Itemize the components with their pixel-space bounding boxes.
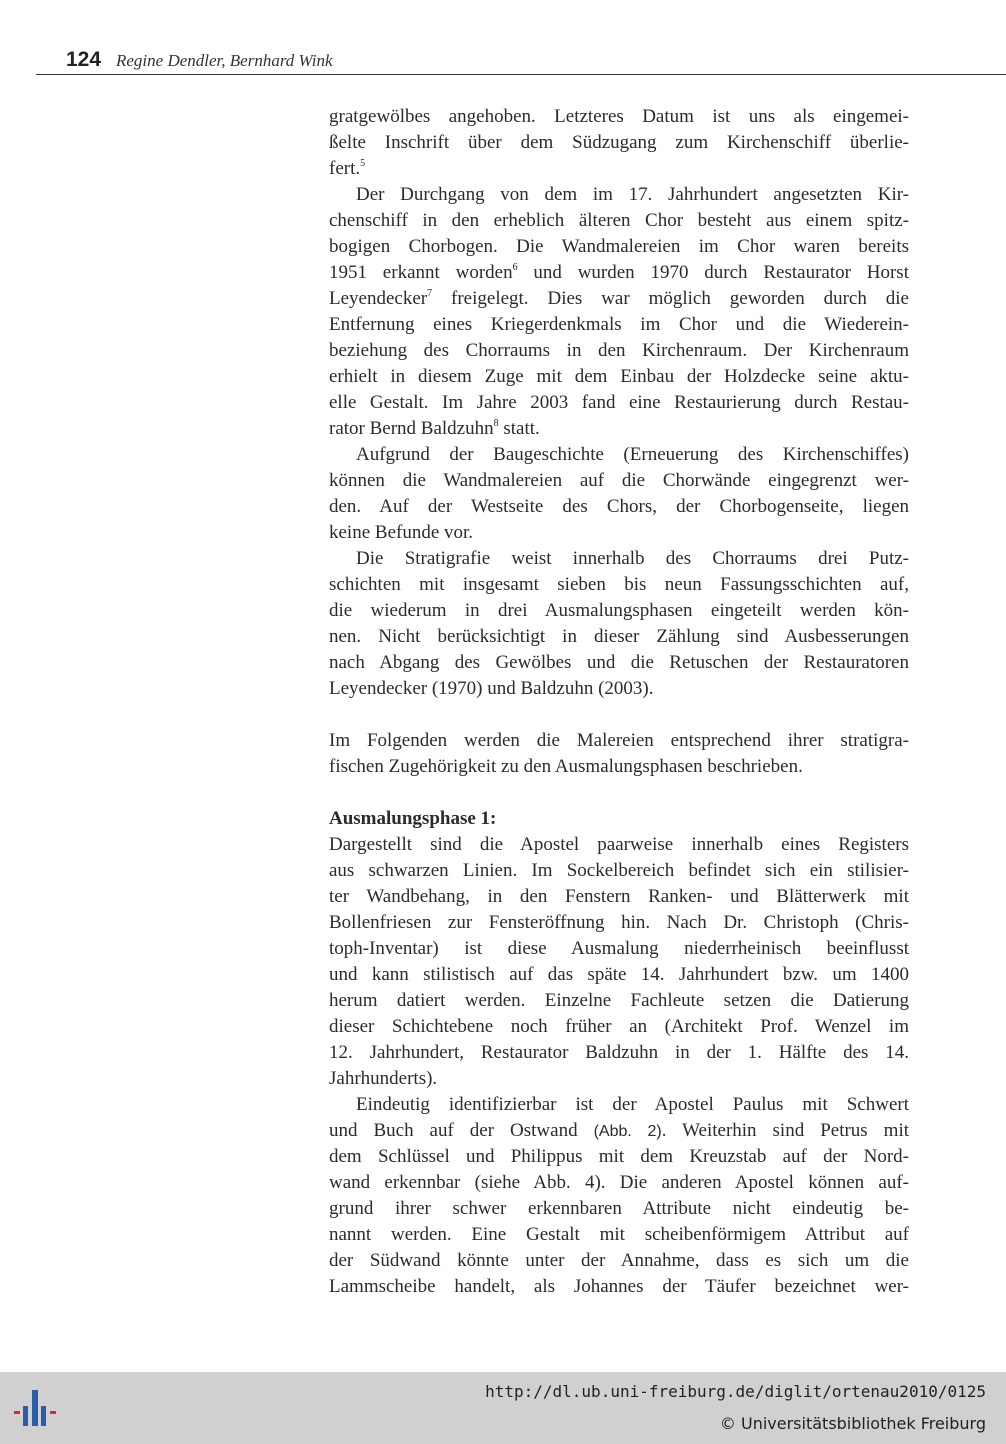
text-line: keine Befunde vor. [329, 522, 474, 543]
text-line: und Buch auf der Ostwand (Abb. 2). Weiterhin sind Petrus mit [329, 1120, 910, 1141]
text-line: Dargestellt sind die Apostel paarweise innerhalb eines Registers [329, 834, 909, 855]
text-line: Leyendecker (1970) und Baldzuhn (2003). [329, 678, 654, 699]
logo-bar [14, 1411, 20, 1414]
text-line: dieser Schichtebene noch früher an (Architekt Prof. Wenzel im [329, 1016, 909, 1037]
logo-bar [23, 1406, 28, 1426]
footnote-mark: 6 [512, 262, 518, 273]
text-line: toph-Inventar) ist diese Ausmalung niederrheinisch beeinflusst [329, 938, 909, 959]
page-number: 124 [66, 48, 102, 71]
text-line: rator Bernd Baldzuhn$^8$ statt. [329, 418, 540, 439]
running-head-authors: Regine Dendler, Bernhard Wink [116, 51, 333, 70]
figure-reference[interactable]: (Abb. 2) [593, 1123, 662, 1140]
text-line: Aufgrund der Baugeschichte (Erneuerung des Kirchenschiffes) [356, 444, 909, 465]
text-line: Der Durchgang von dem im 17. Jahrhundert angesetzten Kir- [356, 184, 909, 205]
text-line: gratgewölbes angehoben. Letzteres Datum ist uns als eingemei- [329, 106, 909, 127]
text-line: elle Gestalt. Im Jahre 2003 fand eine Restaurierung durch Restau- [329, 392, 909, 413]
footnote-mark: 7 [427, 288, 433, 299]
text-line: die wiederum in drei Ausmalungsphasen eingeteilt werden kön- [329, 600, 909, 621]
text-line: beziehung des Chorraums in den Kirchenraum. Der Kirchenraum [329, 340, 909, 361]
text-line: fert.$^5$ [329, 158, 366, 179]
paragraph-gap [329, 702, 909, 728]
logo-bar [41, 1406, 46, 1426]
text-line: Entfernung eines Kriegerdenkmals im Chor und die Wiederein- [329, 314, 909, 335]
text-line: Jahrhunderts). [329, 1068, 438, 1089]
text-line: nen. Nicht berücksichtigt in dieser Zählung sind Ausbesserungen [329, 626, 909, 647]
logo-bar [50, 1411, 56, 1414]
ub-freiburg-logo-icon [14, 1384, 64, 1434]
text-line: erhielt in diesem Zuge mit dem Einbau der Holzdecke seine aktu- [329, 366, 909, 387]
text-line: dem Schlüssel und Philippus mit dem Kreuzstab auf der Nord- [329, 1146, 909, 1167]
footnote-mark: 5 [360, 158, 366, 169]
logo-bar [32, 1390, 38, 1426]
library-footer [0, 1372, 1006, 1444]
permalink-url[interactable]: http://dl.ub.uni-freiburg.de/diglit/ortenau2010/0125 [485, 1382, 986, 1401]
text-line: Die Stratigrafie weist innerhalb des Chorraums drei Putz- [356, 548, 909, 569]
text-line: den. Auf der Westseite des Chors, der Chorbogenseite, liegen [329, 496, 909, 517]
footnote-mark: 8 [493, 418, 499, 429]
text-line: Leyendecker$^7$ freigelegt. Dies war möglich geworden durch die [329, 288, 909, 309]
text-line: Lammscheibe handelt, als Johannes der Täufer bezeichnet wer- [329, 1276, 909, 1297]
text-line: ter Wandbehang, in den Fenstern Ranken- und Blätterwerk mit [329, 886, 909, 907]
copyright-notice: © Universitätsbibliothek Freiburg [719, 1414, 986, 1433]
text-line: der Südwand könnte unter der Annahme, dass es sich um die [329, 1250, 909, 1271]
text-line: aus schwarzen Linien. Im Sockelbereich befindet sich ein stilisier- [329, 860, 909, 881]
running-head [36, 46, 1006, 75]
text-line: schichten mit insgesamt sieben bis neun Fassungsschichten auf, [329, 574, 909, 595]
text-line: bogigen Chorbogen. Die Wandmalereien im Chor waren bereits [329, 236, 909, 257]
text-line: ßelte Inschrift über dem Südzugang zum Kirchenschiff überlie- [329, 132, 909, 153]
text-line: wand erkennbar (siehe Abb. 4). Die anderen Apostel können auf- [329, 1172, 909, 1193]
text-line: Eindeutig identifizierbar ist der Apostel Paulus mit Schwert [356, 1094, 909, 1115]
text-line: nannt werden. Eine Gestalt mit scheibenförmigem Attribut auf [329, 1224, 909, 1245]
paragraph-gap [329, 780, 909, 806]
text-line: 12. Jahrhundert, Restaurator Baldzuhn in der 1. Hälfte des 14. [329, 1042, 909, 1063]
text-line: und kann stilistisch auf das späte 14. Jahrhundert bzw. um 1400 [329, 964, 909, 985]
text-line: 1951 erkannt worden$^6$ und wurden 1970 durch Restaurator Horst [329, 262, 909, 283]
text-line: können die Wandmalereien auf die Chorwände eingegrenzt wer- [329, 470, 909, 491]
text-line: chenschiff in den erheblich älteren Chor besteht aus einem spitz- [329, 210, 909, 231]
text-line: fischen Zugehörigkeit zu den Ausmalungsphasen beschrieben. [329, 756, 803, 777]
section-heading: Ausmalungsphase 1: [329, 808, 497, 829]
text-line: grund ihrer schwer erkennbaren Attribute nicht eindeutig be- [329, 1198, 909, 1219]
text-line: herum datiert werden. Einzelne Fachleute setzen die Datierung [329, 990, 909, 1011]
body-text [329, 104, 909, 1300]
text-line: Bollenfriesen zur Fensteröffnung hin. Nach Dr. Christoph (Chris- [329, 912, 909, 933]
text-line: Im Folgenden werden die Malereien entsprechend ihrer stratigra- [329, 730, 909, 751]
text-line: nach Abgang des Gewölbes und die Retuschen der Restauratoren [329, 652, 909, 673]
